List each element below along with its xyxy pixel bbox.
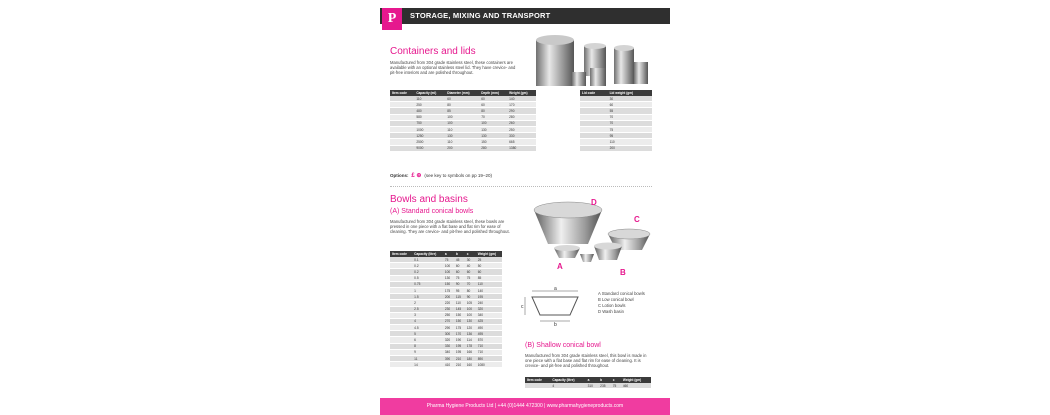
table-cell: 60 [465,269,476,275]
item-code-cell [390,362,412,368]
table-cell: 178 [465,343,476,349]
table-cell: 110 [414,96,445,102]
table-cell: 250 [443,312,454,318]
table-cell: 150 [479,139,507,145]
table-cell: 100 [465,312,476,318]
table-cell: 30 [465,257,476,263]
col-header: Lid weight (gm) [608,90,652,96]
col-header: Weight (gm) [621,377,651,383]
section-title: STORAGE, MIXING AND TRANSPORT [410,11,551,20]
table-cell: 425 [476,318,502,324]
table-cell: 75 [608,126,652,132]
catalogue-page [380,0,670,415]
table-cell: 75 [454,275,465,281]
legend-item: A Standard conical bowls [598,291,645,296]
table-cell: 145 [454,306,465,312]
table-cell: 260 [507,120,536,126]
table-cell: 270 [443,318,454,324]
divider [390,186,652,187]
table-cell: 25 [476,257,502,263]
table-cell: 480 [414,108,445,114]
table-cell: 0.2 [412,263,443,269]
table-cell: 1.5 [412,294,443,300]
table-cell: 110 [476,281,502,287]
col-header: b [598,377,611,383]
containers-heading: Containers and lids [390,46,476,57]
table-cell: 100 [465,306,476,312]
table-cell: 220 [443,300,454,306]
item-code-cell [525,383,550,389]
table-cell: 410 [443,362,454,368]
table-cell: 140 [476,287,502,293]
col-header: a [586,377,599,383]
table-cell: 175 [454,325,465,331]
col-header: Capacity (litre) [550,377,585,383]
table-cell: 45 [454,257,465,263]
bowl-dimension-diagram [520,285,590,327]
table-cell: 195 [454,349,465,355]
table-row [390,362,502,368]
table-cell: 90 [454,281,465,287]
table-cell: 190 [454,337,465,343]
dim-c: c [521,304,524,310]
table-cell: 200 [443,294,454,300]
table-cell: 70 [465,281,476,287]
table-cell: 130 [479,133,507,139]
table-cell: 100 [443,269,454,275]
options-symbols: £ ⊕ [409,173,424,179]
table-cell: 4 [412,318,443,324]
table-cell: 136 [465,331,476,337]
table-cell: 9 [412,349,443,355]
containers-photo [528,28,653,90]
col-header: Item code [390,251,412,257]
table-cell: 120 [465,325,476,331]
table-cell: 665 [507,139,536,145]
table-cell: 750 [414,120,445,126]
table-cell: 280 [479,145,507,151]
table-cell: 330 [443,343,454,349]
table-cell: 310 [586,383,599,389]
table-cell: 580 [414,114,445,120]
table-cell: 150 [454,312,465,318]
options-note: (see key to symbols on pp 19–20) [424,173,492,178]
table-cell: 8 [412,343,443,349]
table-cell: 100 [445,120,479,126]
table-cell: 175 [443,287,454,293]
table-row [390,145,536,151]
table-cell: 60 [608,102,652,108]
table-cell: 85 [476,275,502,281]
table-cell: 170 [507,102,536,108]
header-bar [380,8,670,24]
table-cell: 2.5 [412,306,443,312]
options-line [390,172,492,179]
bowls-subtitle-b: (B) Shallow conical bowl [525,342,601,349]
bowls-table [390,251,502,368]
table-cell: 130 [465,318,476,324]
table-cell: 75 [611,383,621,389]
table-row [525,383,651,389]
containers-table [390,90,536,152]
table-cell: 110 [454,300,465,306]
table-cell: 0.2 [412,269,443,275]
col-header: Capacity (litre) [412,251,443,257]
table-cell: 60 [445,96,479,102]
table-cell: 890 [476,356,502,362]
label-b: B [620,268,626,277]
table-cell: 250 [414,102,445,108]
table-cell: 290 [507,108,536,114]
brand-logo: P [382,8,402,30]
containers-description: Manufactured from 304 grade stainless steel, these containers are available with an optional stainless steel lid. They have crevice- and pit-free interiors and are polished throughout. [390,60,516,76]
table-cell: 0.75 [412,281,443,287]
table-cell: 150 [443,281,454,287]
table-cell: 235 [598,383,611,389]
table-cell: 60 [479,102,507,108]
col-header: b [454,251,465,257]
table-cell: 1 [412,287,443,293]
options-label: Options: [390,173,409,178]
table-cell: 1250 [414,133,445,139]
shallow-bowl-table [525,377,651,389]
col-header: c [611,377,621,383]
table-cell: 1000 [414,126,445,132]
label-a: A [557,262,563,271]
table-cell: 70 [608,120,652,126]
table-cell: 11 [412,356,443,362]
bowls-description-b: Manufactured from 304 grade stainless steel, this bowl is made in one piece with a flat base and flat rim for ease of cleaning. It is crevice- and pit-free and polished throughout. [525,353,647,369]
table-cell: 90 [465,294,476,300]
table-cell: 60 [476,269,502,275]
table-cell: 9000 [414,145,445,151]
table-cell: 60 [454,263,465,269]
col-header: Capacity (ml) [414,90,445,96]
col-header: c [465,251,476,257]
table-cell: 160 [465,362,476,368]
table-cell: 320 [443,337,454,343]
table-cell: 180 [465,356,476,362]
bowls-subtitle-a: (A) Standard conical bowls [390,208,474,215]
table-cell: 110 [608,139,652,145]
table-cell: 150 [454,318,465,324]
table-cell: 75 [465,275,476,281]
table-cell: 340 [476,312,502,318]
table-cell: 105 [465,300,476,306]
legend-item: D Wash basin [598,309,624,314]
table-cell: 95 [608,133,652,139]
table-cell: 60 [479,96,507,102]
item-code-cell [390,145,414,151]
table-row [580,145,652,151]
table-cell: 80 [445,102,479,108]
table-cell: 390 [443,356,454,362]
col-header: Item code [390,90,414,96]
table-cell: 250 [507,126,536,132]
table-cell: 14 [412,362,443,368]
table-cell: 95 [454,287,465,293]
table-cell: 140 [507,96,536,102]
table-cell: 710 [476,343,502,349]
table-cell: 330 [507,133,536,139]
table-cell: 240 [476,300,502,306]
table-cell: 490 [476,325,502,331]
table-cell: 200 [445,145,479,151]
table-cell: 2 [412,300,443,306]
table-cell: 40 [465,263,476,269]
table-cell: 1080 [476,362,502,368]
table-cell: 130 [479,126,507,132]
table-cell: 55 [608,108,652,114]
table-cell: 80 [479,108,507,114]
bowls-legend [598,291,645,315]
table-cell: 50 [476,263,502,269]
col-header: Weight (gm) [507,90,536,96]
table-cell: 130 [443,275,454,281]
lids-table [580,90,652,152]
bowls-heading: Bowls and basins [390,194,468,205]
item-code-cell [580,145,608,151]
table-cell: 570 [476,337,502,343]
table-cell: 210 [454,356,465,362]
table-cell: 30 [608,96,652,102]
dim-a: a [554,286,557,292]
table-cell: 6 [412,337,443,343]
table-cell: 280 [507,114,536,120]
table-cell: 114 [465,337,476,343]
table-cell: 320 [476,306,502,312]
col-header: Lid code [580,90,608,96]
table-cell: 100 [445,114,479,120]
table-cell: 80 [465,287,476,293]
table-cell: 110 [445,126,479,132]
table-cell: 130 [445,133,479,139]
col-header: Item code [525,377,550,383]
table-cell: 3 [412,312,443,318]
table-cell: 340 [443,349,454,355]
table-cell: 195 [476,294,502,300]
table-cell: 100 [479,120,507,126]
table-cell: 70 [479,114,507,120]
table-cell: 460 [621,383,651,389]
table-cell: 710 [476,349,502,355]
table-cell: 115 [454,294,465,300]
legend-item: B Low conical bowl [598,297,634,302]
col-header: Depth (mm) [479,90,507,96]
table-cell: 70 [608,114,652,120]
table-cell: 200 [608,145,652,151]
table-cell: 110 [445,139,479,145]
table-cell: 170 [454,331,465,337]
table-cell: 166 [465,349,476,355]
table-cell: 75 [443,257,454,263]
table-cell: 2500 [414,139,445,145]
dim-b: b [554,322,557,327]
col-header: Diameter (mm) [445,90,479,96]
table-cell: 300 [443,331,454,337]
bowls-photo [522,196,657,274]
table-cell: 230 [443,306,454,312]
table-cell: 195 [454,343,465,349]
table-cell: 290 [443,325,454,331]
col-header: Weight (gm) [476,251,502,257]
table-cell: 5 [412,331,443,337]
table-cell: 1380 [507,145,536,151]
footer-bar: Pharma Hygiene Products Ltd | +44 (0)1444 472300 | www.pharmahygieneproducts.com [380,398,670,415]
col-header: a [443,251,454,257]
label-c: C [634,215,640,224]
legend-item: C Lotion bowls [598,303,626,308]
table-cell: 4.5 [412,325,443,331]
table-cell: 60 [454,269,465,275]
table-cell: 495 [476,331,502,337]
table-cell: 4 [550,383,585,389]
table-cell: 210 [454,362,465,368]
table-cell: 100 [443,263,454,269]
bowls-description-a: Manufactured from 304 grade stainless steel, these bowls are pressed in one piece with a flat base and flat rim for ease of cleaning. They are crevice- and pit-free and polished throughout. [390,219,510,235]
table-cell: 85 [445,108,479,114]
table-cell: 0.5 [412,275,443,281]
label-d: D [591,198,597,207]
table-cell: 0.1 [412,257,443,263]
